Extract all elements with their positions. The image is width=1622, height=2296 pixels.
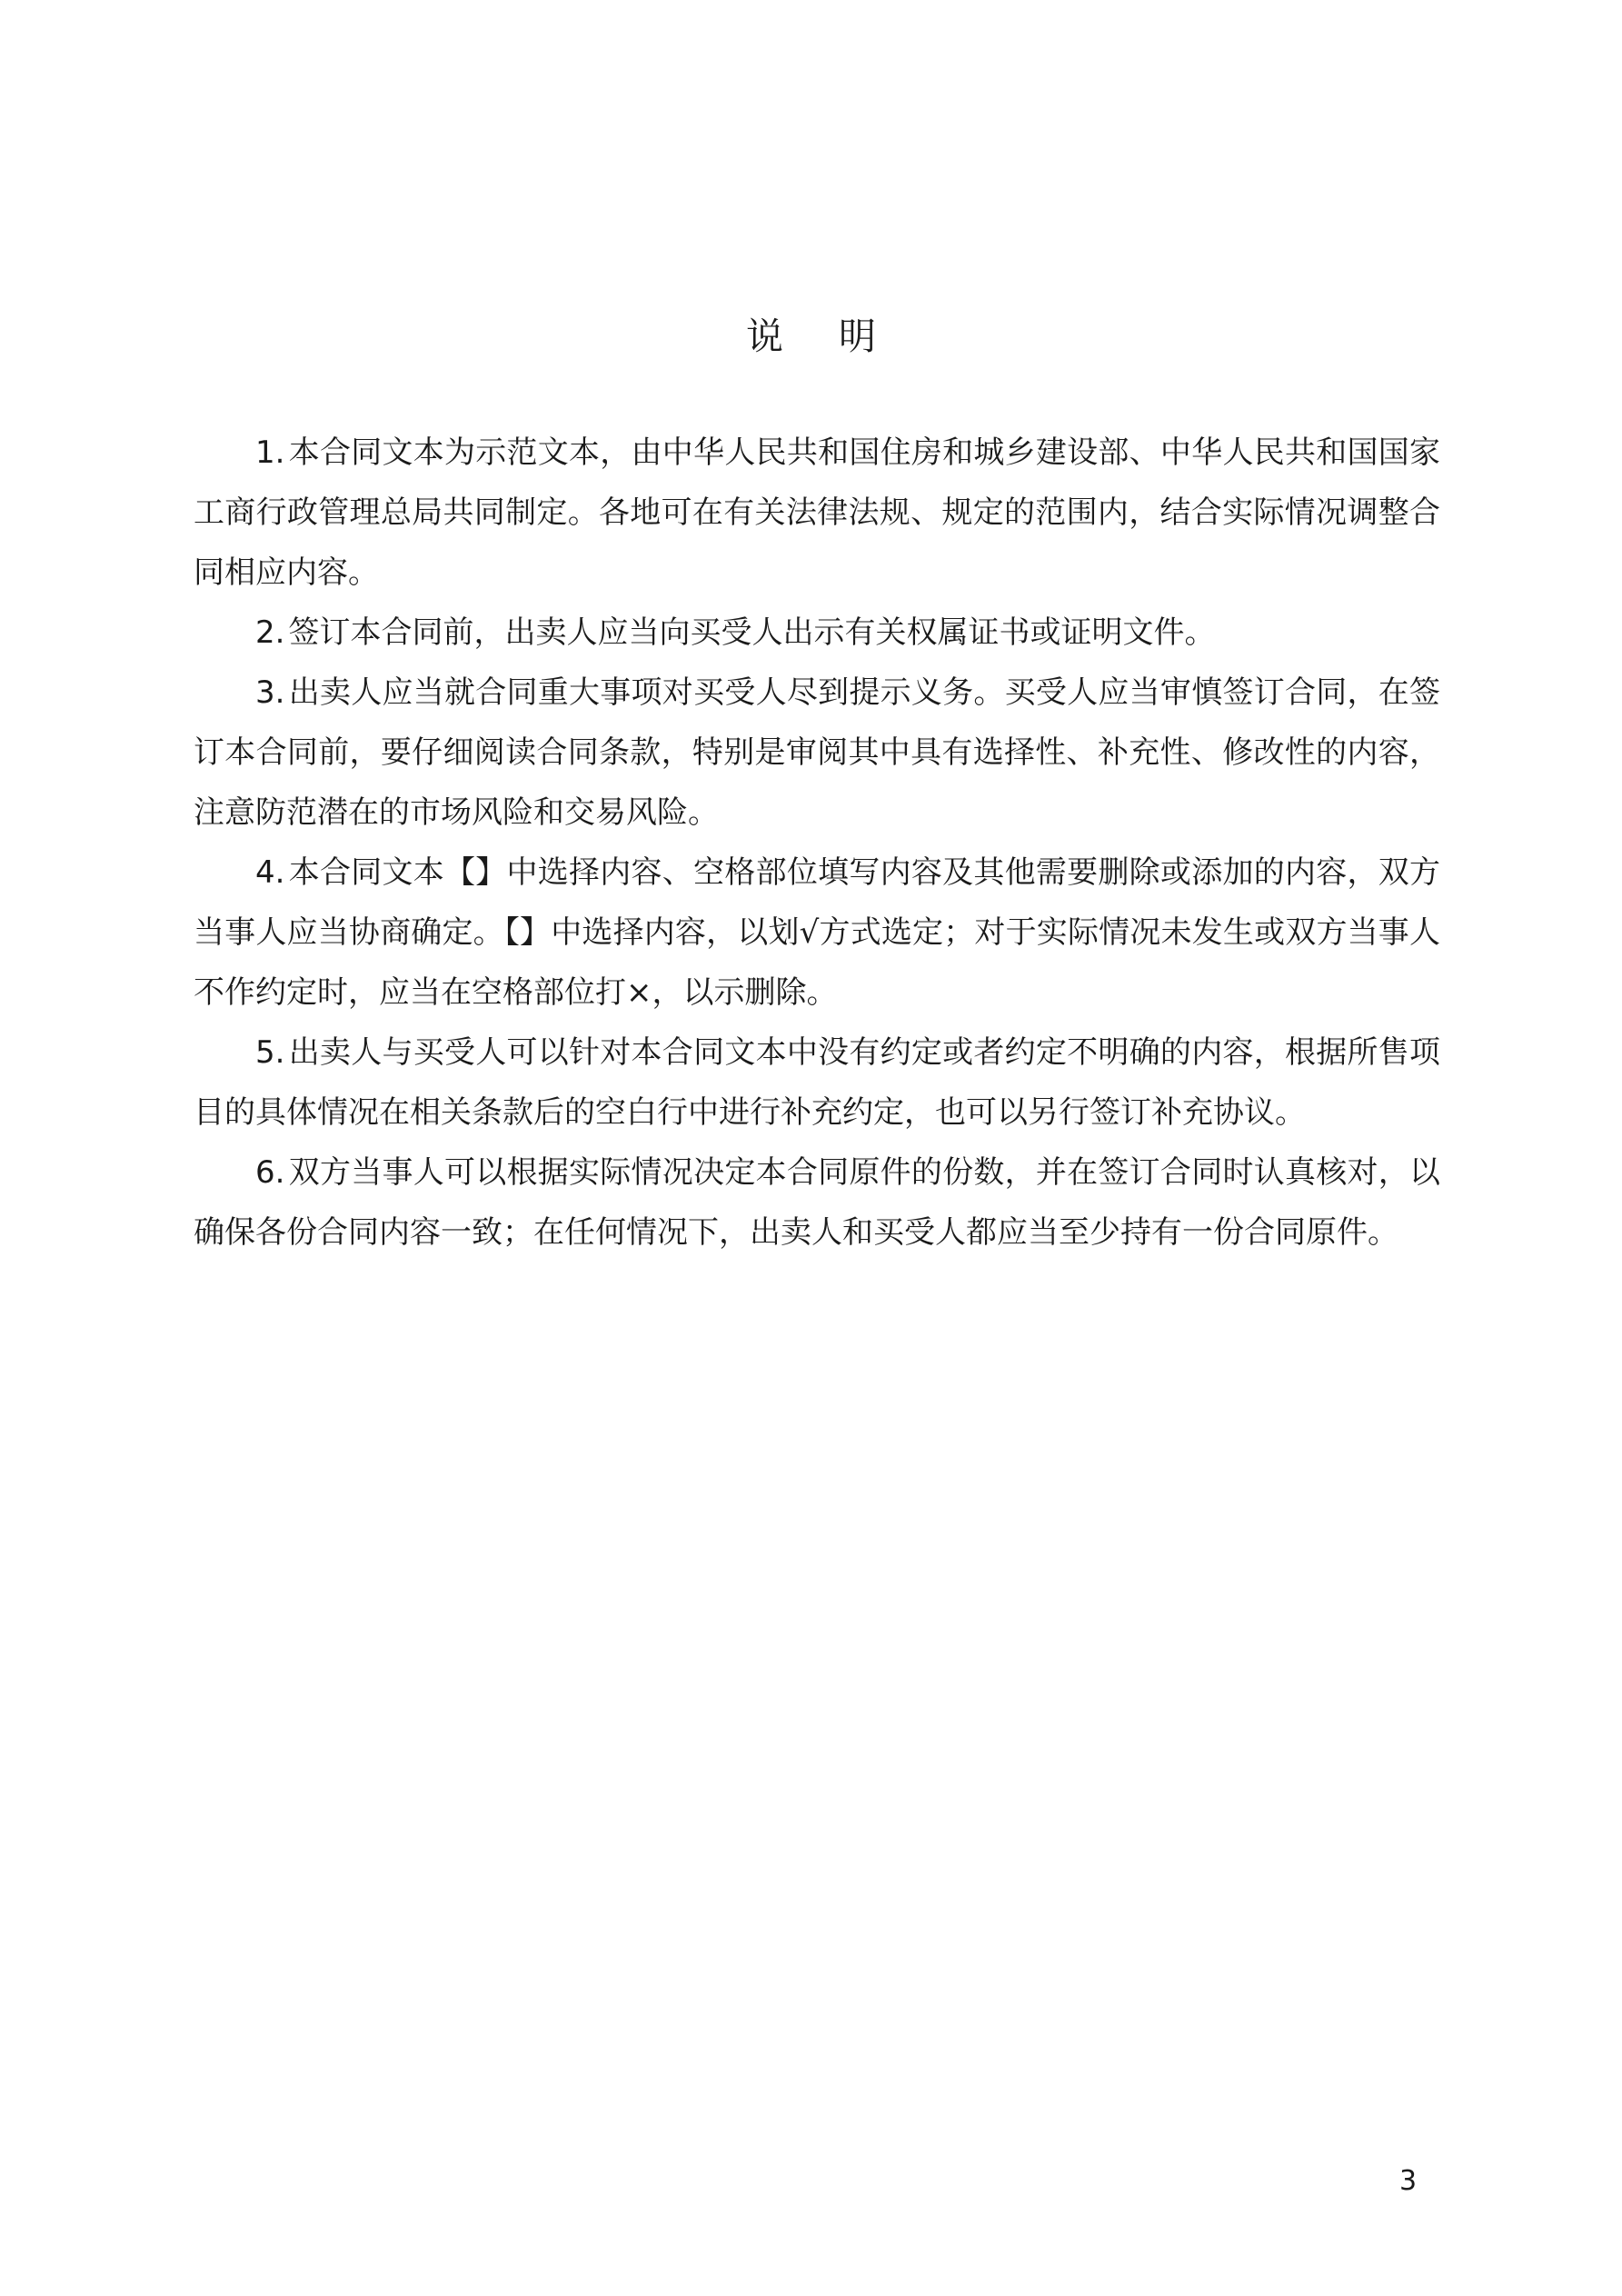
paragraph-1	[194, 423, 1440, 603]
page-number: 3	[1399, 2165, 1418, 2197]
paragraph-4	[194, 843, 1440, 1023]
paragraph-text: 双方当事人可以根据实际情况决定本合同原件的份数，并在签订合同时认真核对，以确保各份合同内容一致；在任何情况下，出卖人和买受人都应当至少持有一份合同原件。	[194, 1154, 1440, 1251]
paragraph-3	[194, 663, 1440, 843]
paragraph-text: 签订本合同前，出卖人应当向买受人出示有关权属证书或证明文件。	[288, 614, 1216, 651]
paragraph-text: 本合同文本【】中选择内容、空格部位填写内容及其他需要删除或添加的内容，双方当事人应当协商确定。【】中选择内容，以划√方式选定；对于实际情况未发生或双方当事人不作约定时，应当在空格部位打×，以示删除。	[194, 854, 1440, 1011]
paragraph-5	[194, 1023, 1440, 1143]
document-body	[194, 423, 1440, 1263]
paragraph-6	[194, 1143, 1440, 1263]
paragraph-number: 4.	[255, 854, 285, 891]
page-title: 说 明	[745, 314, 899, 358]
paragraph-text: 本合同文本为示范文本，由中华人民共和国住房和城乡建设部、中华人民共和国国家工商行政管理总局共同制定。各地可在有关法律法规、规定的范围内，结合实际情况调整合同相应内容。	[194, 434, 1440, 591]
paragraph-number: 6.	[255, 1154, 285, 1191]
paragraph-number: 2.	[255, 614, 285, 651]
paragraph-2	[194, 603, 1440, 663]
paragraph-number: 5.	[255, 1034, 285, 1071]
paragraph-text: 出卖人应当就合同重大事项对买受人尽到提示义务。买受人应当审慎签订合同，在签订本合同前，要仔细阅读合同条款，特别是审阅其中具有选择性、补充性、修改性的内容，注意防范潜在的市场风险和交易风险。	[194, 674, 1440, 831]
paragraph-text: 出卖人与买受人可以针对本合同文本中没有约定或者约定不明确的内容，根据所售项目的具体情况在相关条款后的空白行中进行补充约定，也可以另行签订补充协议。	[194, 1034, 1440, 1131]
paragraph-number: 3.	[255, 674, 285, 711]
paragraph-number: 1.	[255, 434, 285, 471]
